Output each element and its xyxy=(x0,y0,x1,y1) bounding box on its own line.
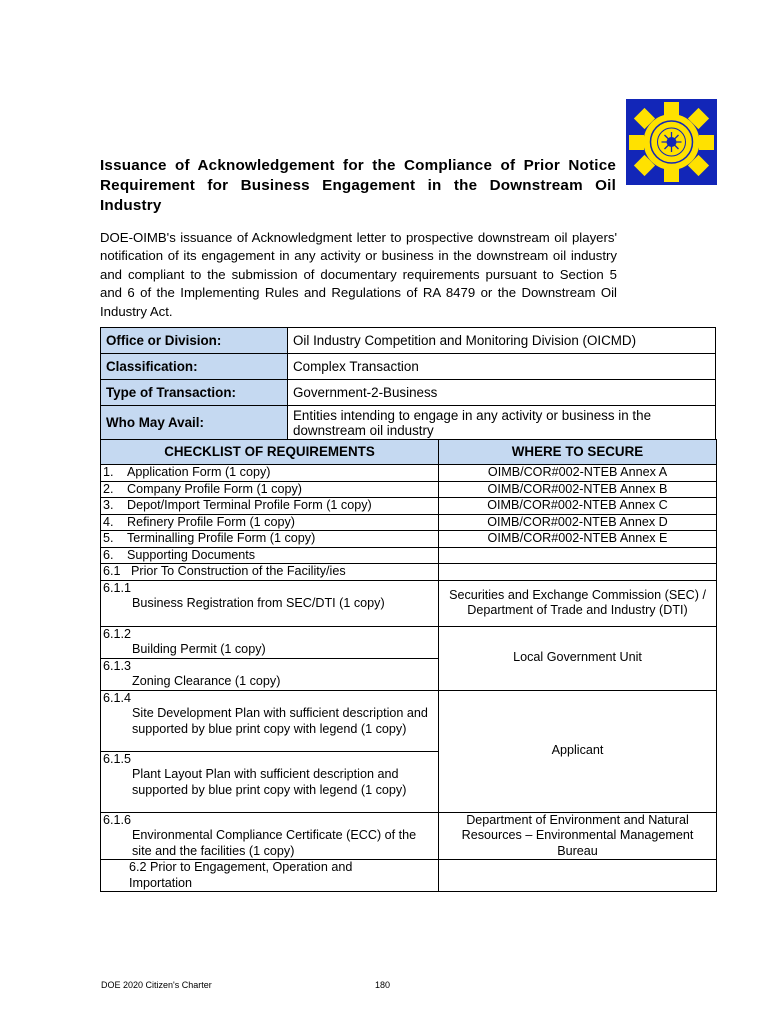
item-number: 5. xyxy=(103,531,114,545)
subitem-number: 6.1.2 xyxy=(103,626,132,641)
footer-page-number: 180 xyxy=(375,980,391,990)
item-number: 1. xyxy=(103,465,114,479)
subitem-number: 6.1.4 xyxy=(103,690,132,705)
requirement-item xyxy=(101,547,439,564)
subitem-number: 6.1.6 xyxy=(103,812,132,827)
item-text: Company Profile Form (1 copy) xyxy=(127,481,302,496)
item-source: Local Government Unit xyxy=(439,626,717,690)
item-text: Depot/Import Terminal Profile Form (1 copy) xyxy=(127,498,372,512)
requirements-table xyxy=(100,439,717,892)
subitem-text: Site Development Plan with sufficient description and supported by blue print copy with legend (1 copy) xyxy=(132,706,428,736)
subitem-text: Zoning Clearance (1 copy) xyxy=(132,674,281,688)
subitem xyxy=(101,751,439,812)
doe-seal-logo xyxy=(626,99,717,185)
item-text: Refinery Profile Form (1 copy) xyxy=(127,514,295,529)
table-row xyxy=(101,465,717,482)
item-text: Supporting Documents xyxy=(127,547,256,562)
item-source: Securities and Exchange Commission (SEC) / Department of Trade and Industry (DTI) xyxy=(439,580,717,626)
requirement-item xyxy=(101,481,439,498)
table-row xyxy=(101,547,717,564)
subitem-number: 6.1.5 xyxy=(103,751,132,766)
info-value: Oil Industry Competition and Monitoring Division (OICMD) xyxy=(288,328,716,354)
table-row xyxy=(101,690,717,751)
table-row xyxy=(101,514,717,531)
table-row xyxy=(101,860,717,892)
info-row xyxy=(101,380,716,406)
table-row xyxy=(101,531,717,548)
footer-charter-title: DOE 2020 Citizen's Charter xyxy=(101,980,212,990)
info-value: Government-2-Business xyxy=(288,380,716,406)
section-6-2-heading xyxy=(101,860,439,892)
empty-cell xyxy=(439,860,717,892)
where-to-secure-header: WHERE TO SECURE xyxy=(439,440,717,465)
page-title: Issuance of Acknowledgement for the Compliance of Prior Notice Requirement for Business Engagement in the Downstream Oil Industry xyxy=(100,157,616,214)
requirement-item xyxy=(101,465,439,482)
service-description: DOE-OIMB's issuance of Acknowledgment letter to prospective downstream oil players' notification of its engagement in any activity or business in the downstream oil industry and compliant to the submission of documentary requirements pursuant to Section 5 and 6 of the Implementing Rules and Regulations of RA 8479 or the Downstream Oil Industry Act. xyxy=(100,230,617,319)
section-6-1-heading: 6.1 Prior To Construction of the Facility/ies xyxy=(101,564,439,581)
item-source: OIMB/COR#002-NTEB Annex D xyxy=(439,514,717,531)
item-source: OIMB/COR#002-NTEB Annex E xyxy=(439,531,717,548)
item-source: OIMB/COR#002-NTEB Annex B xyxy=(439,481,717,498)
info-value: Entities intending to engage in any activity or business in the downstream oil industry xyxy=(288,406,716,440)
item-source: OIMB/COR#002-NTEB Annex C xyxy=(439,498,717,515)
item-source xyxy=(439,547,717,564)
info-row xyxy=(101,354,716,380)
table-row xyxy=(101,564,717,581)
subitem-number: 6.1.1 xyxy=(103,580,132,595)
subitem-text: Environmental Compliance Certificate (ECC) of the site and the facilities (1 copy) xyxy=(132,828,417,858)
requirement-item xyxy=(101,498,439,515)
item-source: Department of Environment and Natural Resources – Environmental Management Bureau xyxy=(439,812,717,860)
subitem xyxy=(101,690,439,751)
subitem xyxy=(101,812,439,860)
requirement-item xyxy=(101,514,439,531)
info-label: Classification: xyxy=(101,354,288,380)
info-label: Office or Division: xyxy=(101,328,288,354)
requirement-item xyxy=(101,531,439,548)
table-row xyxy=(101,626,717,658)
table-row xyxy=(101,481,717,498)
item-number: 4. xyxy=(103,514,114,529)
requirements-header xyxy=(101,440,717,465)
item-source: Applicant xyxy=(439,690,717,812)
subitem xyxy=(101,658,439,690)
subitem-text: Building Permit (1 copy) xyxy=(132,642,266,656)
sun-star-icon xyxy=(626,99,717,185)
info-row xyxy=(101,406,716,440)
checklist-header: CHECKLIST OF REQUIREMENTS xyxy=(101,440,439,465)
subitem-text: Plant Layout Plan with sufficient description and supported by blue print copy with legend (1 copy) xyxy=(132,767,407,797)
item-number: 6. xyxy=(103,547,114,562)
info-row xyxy=(101,328,716,354)
item-text: Application Form (1 copy) xyxy=(127,465,271,479)
section-6-2-text: 6.2 Prior to Engagement, Operation and Importation xyxy=(129,860,353,890)
item-source: OIMB/COR#002-NTEB Annex A xyxy=(439,465,717,482)
table-row xyxy=(101,498,717,515)
info-label: Who May Avail: xyxy=(101,406,288,440)
info-value: Complex Transaction xyxy=(288,354,716,380)
subitem xyxy=(101,580,439,626)
table-row xyxy=(101,812,717,860)
empty-cell xyxy=(439,564,717,581)
service-info-table xyxy=(100,327,716,440)
info-label: Type of Transaction: xyxy=(101,380,288,406)
subitem-number: 6.1.3 xyxy=(103,658,132,673)
subitem-text: Business Registration from SEC/DTI (1 copy) xyxy=(132,596,385,610)
item-number: 3. xyxy=(103,498,114,512)
subitem xyxy=(101,626,439,658)
item-number: 2. xyxy=(103,481,114,496)
table-row xyxy=(101,580,717,626)
item-text: Terminalling Profile Form (1 copy) xyxy=(127,531,316,545)
